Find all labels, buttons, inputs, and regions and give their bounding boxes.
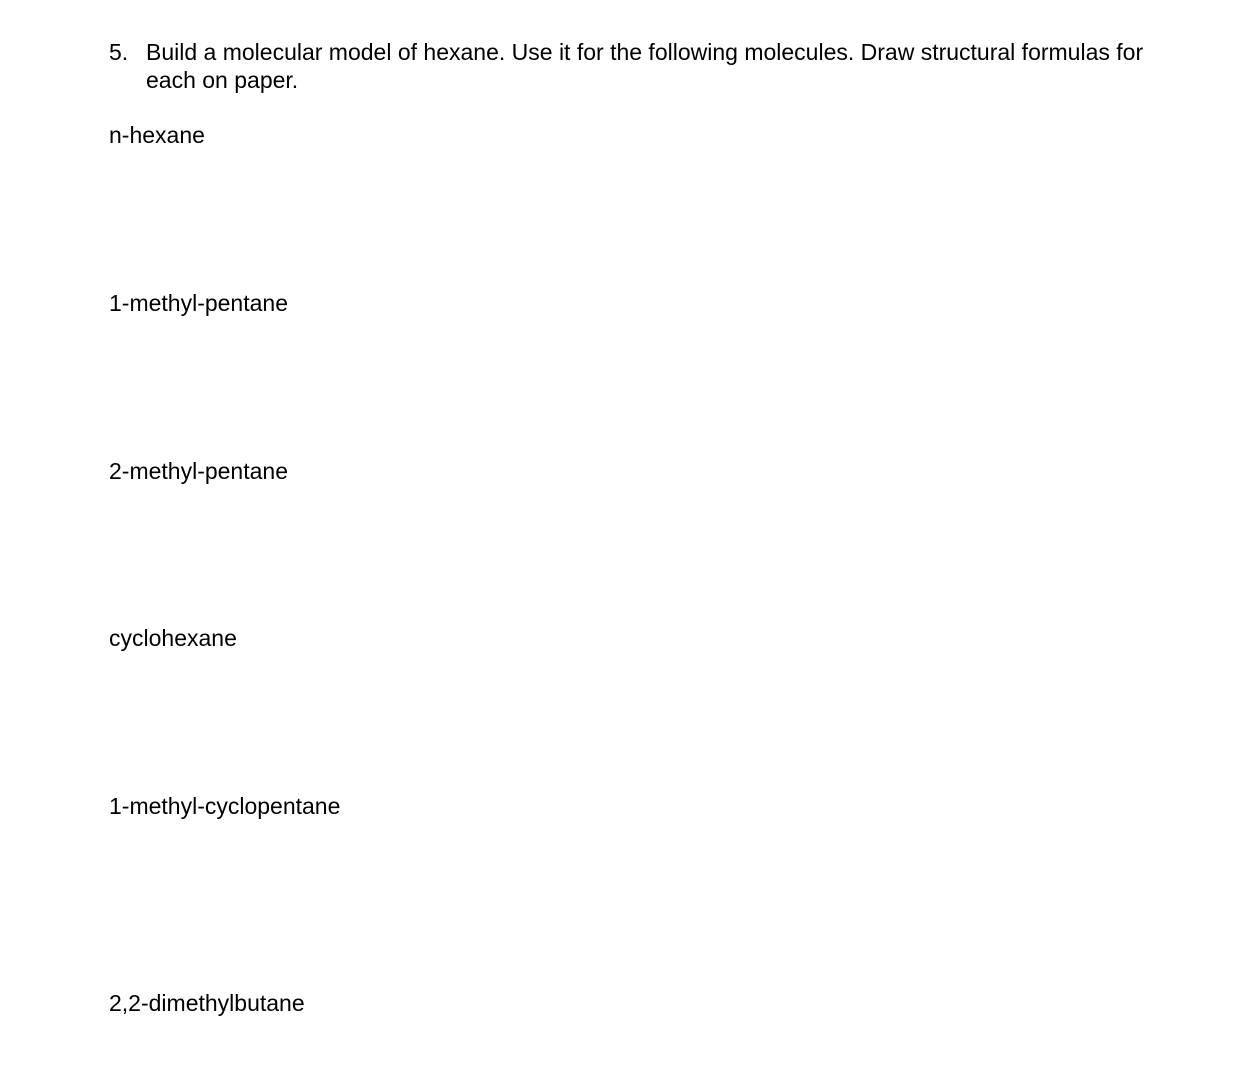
molecule-label-1-methyl-pentane: 1-methyl-pentane xyxy=(109,290,288,316)
question-text: Build a molecular model of hexane. Use it for the following molecules. Draw structural formulas for each on paper. xyxy=(146,39,1144,93)
molecule-label-n-hexane: n-hexane xyxy=(109,122,205,148)
question-number: 5. xyxy=(109,39,129,65)
molecule-label-2-methyl-pentane: 2-methyl-pentane xyxy=(109,458,288,484)
molecule-label-cyclohexane: cyclohexane xyxy=(109,625,237,651)
question-5 xyxy=(109,38,1184,94)
molecule-label-2-2-dimethylbutane: 2,2-dimethylbutane xyxy=(109,990,305,1016)
molecule-label-1-methyl-cyclopentane: 1-methyl-cyclopentane xyxy=(109,793,341,819)
